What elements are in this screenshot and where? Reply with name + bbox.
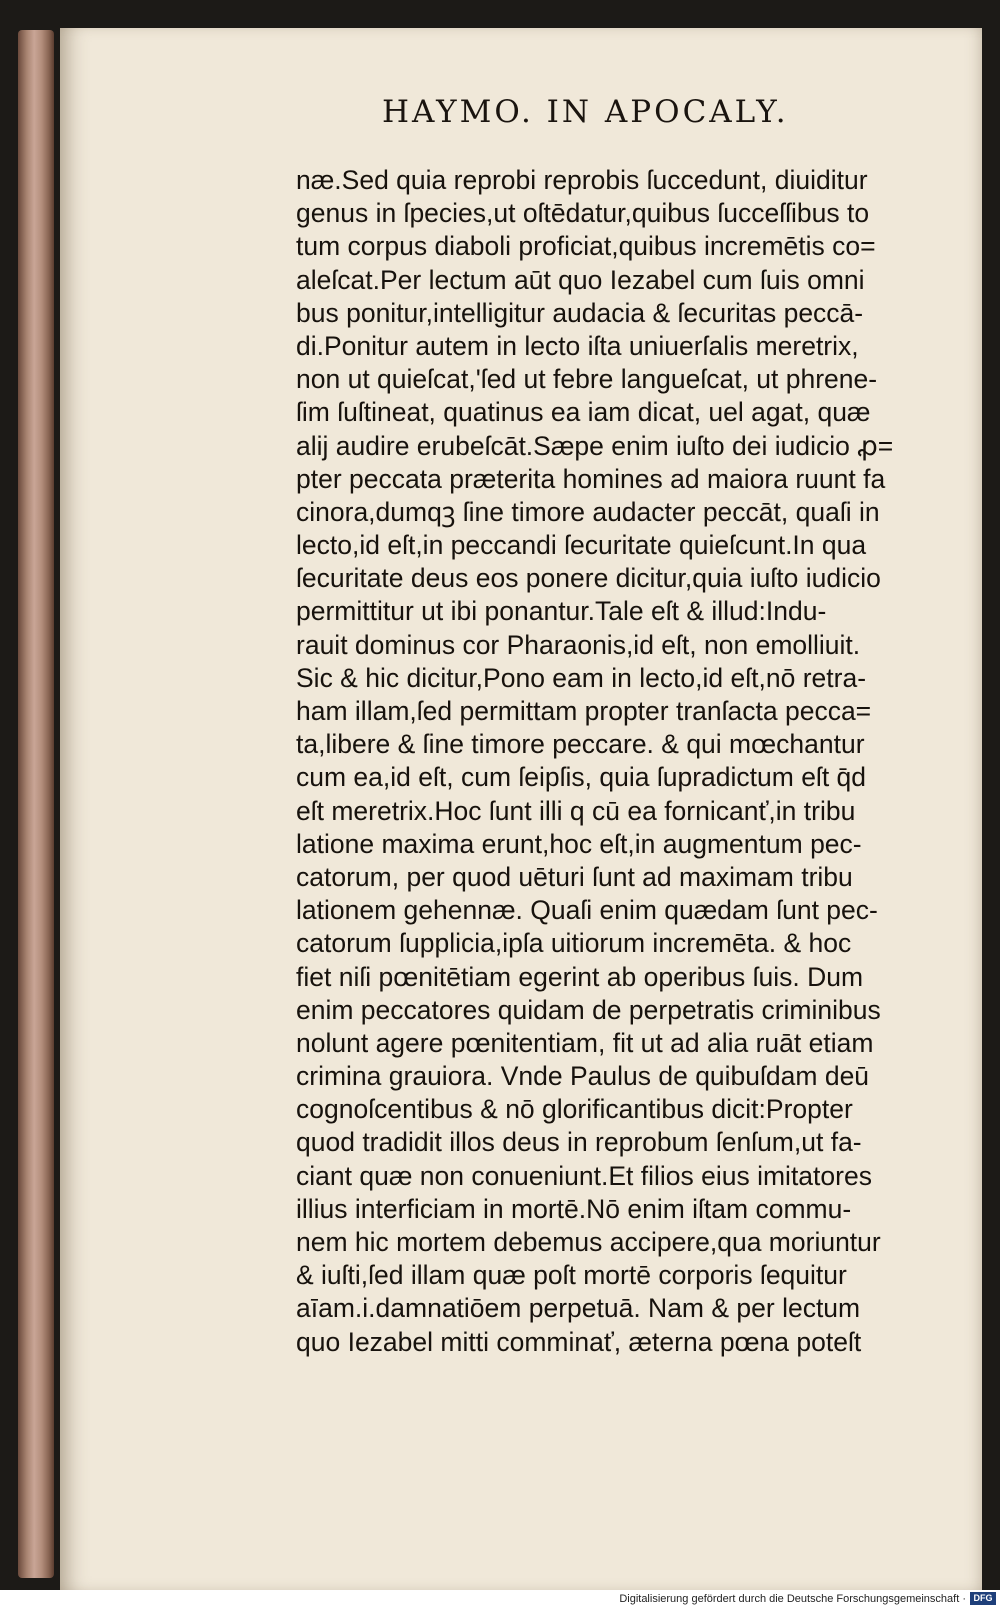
text-line: non ut quieſcat,'ſed ut febre langueſcat, ut phrene- [296, 364, 878, 395]
running-head: HAYMO. IN APOCALY. [382, 94, 789, 130]
text-line: cum ea,id eſt, cum ſeipſis, quia ſupradictum eſt q̄d [296, 762, 867, 793]
text-line: Sic & hic dicitur,Pono eam in lecto,id eſt,nō retra- [296, 662, 867, 693]
text-line: tum corpus diaboli proficiat,quibus incremētis co= [296, 231, 876, 262]
text-line: bus ponitur,intelligitur audacia & ſecuritas peccā- [296, 297, 864, 328]
text-line: aleſcat.Per lectum aūt quo Iezabel cum ſuis omni [296, 264, 865, 295]
text-line: ciant quæ non conueniunt.Et filios eius imitatores [296, 1160, 872, 1191]
digitization-credit: Digitalisierung gefördert durch die Deutsche Forschungsgemeinschaft · [619, 1593, 966, 1605]
text-line: aīam.i.damnatiōem perpetuā. Nam & per lectum [296, 1293, 861, 1324]
text-line: ſecuritate deus eos ponere dicitur,quia iuſto iudicio [296, 563, 881, 594]
text-line: lationem gehennæ. Quaſi enim quædam ſunt pec- [296, 895, 878, 926]
book-fore-edge [18, 30, 54, 1578]
text-line: næ.Sed quia reprobi reprobis ſuccedunt, diuiditur [296, 165, 868, 195]
text-line: pter peccata præterita homines ad maiora ruunt fa [296, 463, 886, 494]
text-line: latione maxima erunt,hoc eſt,in augmentum pec- [296, 828, 862, 859]
text-line: nem hic mortem debemus accipere,qua moriuntur [296, 1227, 881, 1257]
text-line: catorum, per quod uēturi ſunt ad maximam tribu [296, 861, 853, 892]
text-line: cognoſcentibus & nō glorificantibus dicit:Propter [296, 1094, 853, 1125]
text-line: di.Ponitur autem in lecto iſta uniuerſalis meretrix, [296, 330, 859, 361]
text-line: catorum ſupplicia,ipſa uitiorum incremēta. & hoc [296, 928, 852, 959]
text-line: genus in ſpecies,ut oſtēdatur,quibus ſucceſſibus to [296, 198, 870, 229]
text-line: permittitur ut ibi ponantur.Tale eſt & illud:Indu- [296, 596, 827, 627]
text-line: & iuſti,ſed illam quæ poſt mortē corporis ſequitur [296, 1260, 847, 1291]
text-block [296, 164, 996, 1359]
text-line: fiet niſi pœnitētiam egerint ab operibus ſuis. Dum [296, 961, 864, 992]
text-line: lecto,id eſt,in peccandi ſecuritate quieſcunt.In qua [296, 530, 867, 561]
text-line: illius interficiam in mortē.Nō enim iſtam commu- [296, 1193, 852, 1224]
dfg-logo: DFG [970, 1592, 996, 1605]
text-line: ſim ſuſtineat, quatinus ea iam dicat, uel agat, quæ [296, 397, 871, 428]
text-line: quod tradidit illos deus in reprobum ſenſum,ut fa- [296, 1127, 862, 1158]
text-line: crimina grauiora. Vnde Paulus de quibuſdam deū [296, 1061, 870, 1092]
text-line: nolunt agere pœnitentiam, fit ut ad alia ruāt etiam [296, 1027, 874, 1058]
text-line: cinora,dumqꝫ ſine timore audacter peccāt, quaſi in [296, 496, 880, 527]
text-line: eſt meretrix.Hoc ſunt illi q cū ea fornicanť,in tribu [296, 795, 856, 826]
text-line: ham illam,ſed permittam propter tranſacta pecca= [296, 696, 872, 726]
book-page [60, 28, 982, 1590]
text-line: alij audire erubeſcāt.Sæpe enim iuſto dei iudicio ꝓ= [296, 430, 894, 461]
text-line: ta,libere & ſine timore peccare. & qui mœchantur [296, 729, 865, 760]
text-line: quo Iezabel mitti comminať, æterna pœna poteſt [296, 1326, 862, 1357]
text-line: rauit dominus cor Pharaonis,id eſt, non emolliuit. [296, 629, 861, 660]
text-line: enim peccatores quidam de perpetratis criminibus [296, 994, 881, 1025]
